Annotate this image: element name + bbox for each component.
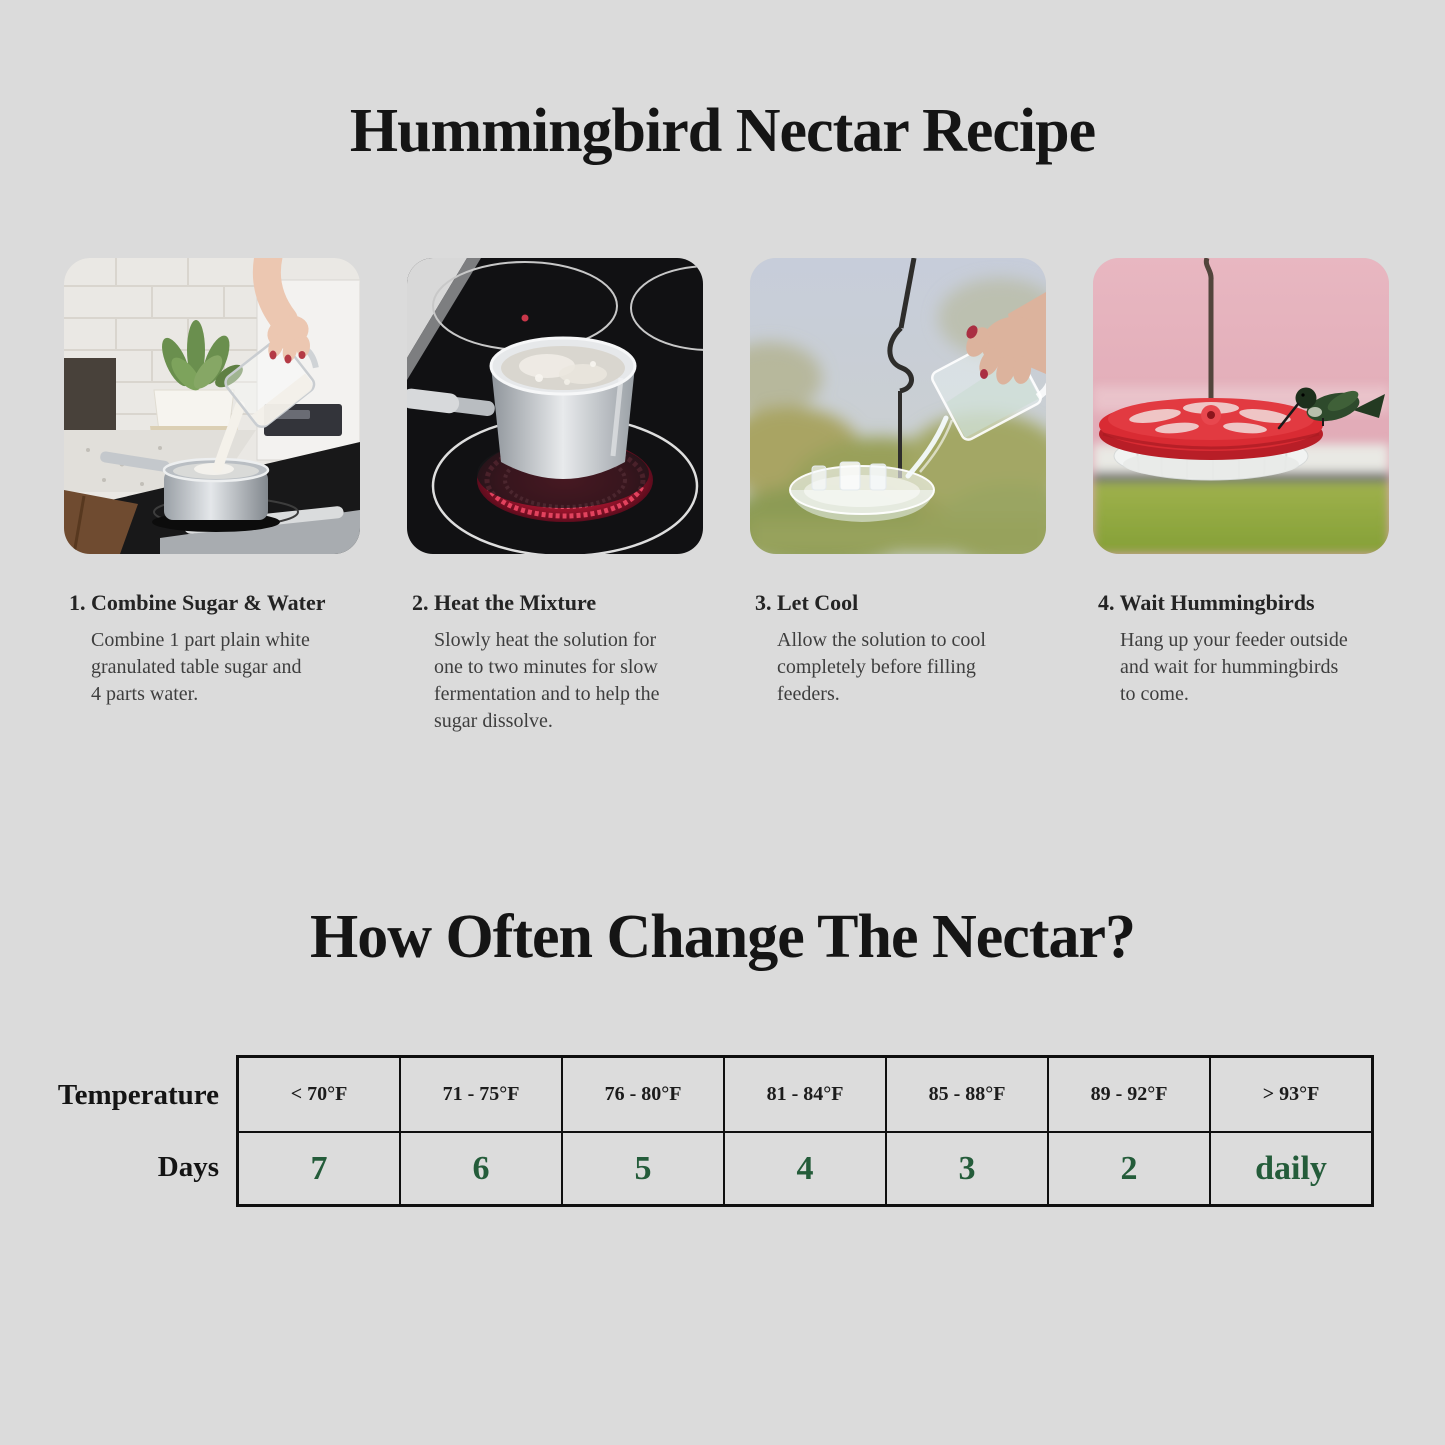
days-cell: daily [1210,1132,1373,1206]
boiling-pot-illustration [407,258,703,554]
red-feeder [1099,398,1323,480]
step-1-photo [64,258,360,554]
recipe-title: Hummingbird Nectar Recipe [349,97,1096,165]
step-4-body: Hang up your feeder outside and wait for hummingbirds to come. [1120,629,1348,706]
step-3-heading: 3. Let Cool [755,590,859,615]
step-2-photo [407,258,703,554]
step-2-heat [407,258,712,735]
canister [64,358,116,430]
temp-cell: 76 - 80°F [562,1057,724,1133]
temperature-row [238,1057,1373,1133]
filling-feeder-illustration [750,258,1046,554]
nectar-change-frequency-table [236,1055,1374,1207]
days-row [238,1132,1373,1206]
temp-cell: 81 - 84°F [724,1057,886,1133]
step-2-heading: 2. Heat the Mixture [412,590,597,615]
step-4-photo [1093,258,1389,554]
step-4-wait [1093,258,1398,708]
step-3-cool [750,258,1055,708]
step-2-body: Slowly heat the solution for one to two minutes for slow fermentation and to help the sugar dissolve. [434,629,660,733]
temperature-row-label: Temperature [57,1079,219,1111]
days-cell: 7 [238,1132,401,1206]
pouring-sugar-illustration [64,258,360,554]
temp-cell: 89 - 92°F [1048,1057,1210,1133]
head [1296,388,1317,409]
hot-indicator-light [522,315,529,322]
days-cell: 4 [724,1132,886,1206]
hummingbird-feeder-illustration [1093,258,1389,554]
step-3-photo [750,258,1046,554]
temp-cell: 85 - 88°F [886,1057,1048,1133]
step-1-body: Combine 1 part plain white granulated table sugar and 4 parts water. [91,629,310,706]
days-cell: 5 [562,1132,724,1206]
step-4-heading: 4. Wait Hummingbirds [1098,590,1315,615]
step-1-combine [64,258,369,708]
temp-cell: < 70°F [238,1057,401,1133]
green-foreground [1093,482,1389,554]
temp-cell: 71 - 75°F [400,1057,562,1133]
days-cell: 6 [400,1132,562,1206]
step-3-body: Allow the solution to cool completely before filling feeders. [777,629,986,706]
days-cell: 3 [886,1132,1048,1206]
temp-cell: > 93°F [1210,1057,1373,1133]
frequency-title: How Often Change The Nectar? [310,903,1135,971]
step-1-heading: 1. Combine Sugar & Water [69,590,326,615]
days-row-label: Days [157,1151,219,1183]
days-cell: 2 [1048,1132,1210,1206]
